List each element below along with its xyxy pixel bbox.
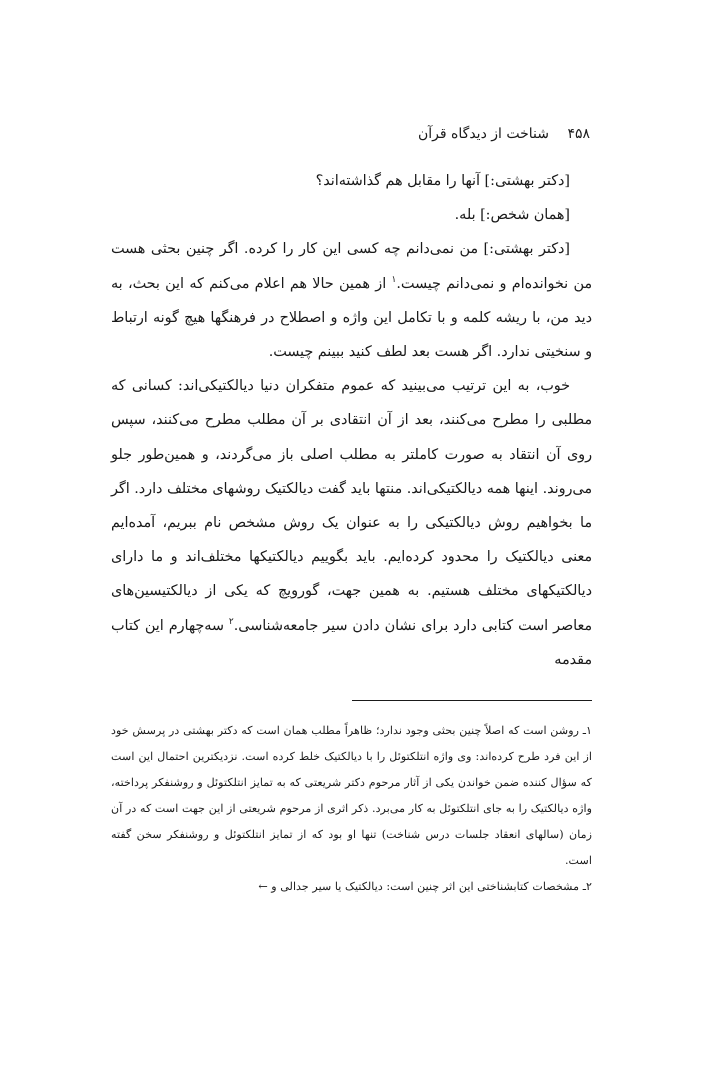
body-text xyxy=(111,164,592,677)
paragraph-3 xyxy=(111,232,592,369)
paragraph-4-part-b: سه‌چهارم این کتاب مقدمه xyxy=(111,617,592,668)
book-title: شناخت از دیدگاه قرآن xyxy=(418,126,549,142)
running-header xyxy=(418,124,590,144)
footnote-ref-2[interactable]: ۲ xyxy=(228,616,234,627)
paragraph-4-part-a: خوب، به این ترتیب می‌بینید که عموم متفکران دنیا دیالکتیکی‌اند: کسانی که مطلبی را مطرح می‌کنند، بعد از آن انتقادی بر آن مطلب مطرح می‌کنند، سپس روی آن انتقاد به صورت کاملتر به مطلب اصلی باز می‌گردند، و همین‌طور جلو می‌روند. اینها همه دیالکتیکی‌اند. منتها باید گفت دیالکتیک روشهای مختلف دارد. اگر ما بخواهیم روش دیالکتیکی را به عنوان یک روش مشخص نام ببریم، آمده‌ایم معنی دیالکتیک را محدود کرده‌ایم. باید بگوییم دیالکتیکها مختلف‌اند و ما دارای دیالکتیکهای مختلف هستیم. به همین جهت، گورویچ که یکی از دیالکتیسین‌های معاصر است کتابی دارد برای نشان دادن سیر جامعه‌شناسی. xyxy=(111,378,593,634)
paragraph-4 xyxy=(111,369,592,677)
footnote-1: ۱ـ روشن است که اصلاً چنین بحثی وجود ندارد؛ ظاهراً مطلب همان است که دکتر بهشتی در پرسش خود از این فرد طرح کرده‌اند: وی واژه انتلکتوئل را با دیالکتیک خلط کرده است. نزدیکترین احتمال این است که سؤال کننده ضمن خواندن یکی از آثار مرحوم دکتر شریعتی که به تمایز انتلکتوئل و روشنفکر پرداخته، واژه دیالکتیک را به جای انتلکتوئل به کار می‌برد. ذکر اثری از مرحوم شریعتی از این جهت است که در آن زمان (سالهای انعقاد جلسات درس شناخت) تنها او بود که از تمایز انتلکتوئل و روشنفکر سخن گفته است. xyxy=(111,724,592,867)
paragraph-3-part-a: [دکتر بهشتی:] من نمی‌دانم چه کسی این کار را کرده. اگر چنین بحثی هست من نخوانده‌ام و نمی‌دانم چیست. xyxy=(111,241,592,292)
paragraph-2: [همان شخص:] بله. xyxy=(454,207,570,224)
footnote-ref-1[interactable]: ۱ xyxy=(391,274,397,285)
paragraph-3-part-b: از همین حالا هم اعلام می‌کنم که این بحث، به دید من، با ریشه کلمه و با تکامل این واژه و اصطلاح در فرهنگها هیچ گونه ارتباط و سنخیتی ندارد. اگر هست بعد لطف کنید ببینم چیست. xyxy=(111,275,592,361)
footnotes xyxy=(111,718,592,900)
footnote-divider xyxy=(352,700,592,701)
page-number: ۴۵۸ xyxy=(567,126,590,142)
paragraph-1: [دکتر بهشتی:] آنها را مقابل هم گذاشته‌اند؟ xyxy=(315,173,570,189)
footnote-2: ۲ـ مشخصات کتابشناختی این اثر چنین است: دیالکتیک یا سیر جدالی و ← xyxy=(258,880,592,893)
